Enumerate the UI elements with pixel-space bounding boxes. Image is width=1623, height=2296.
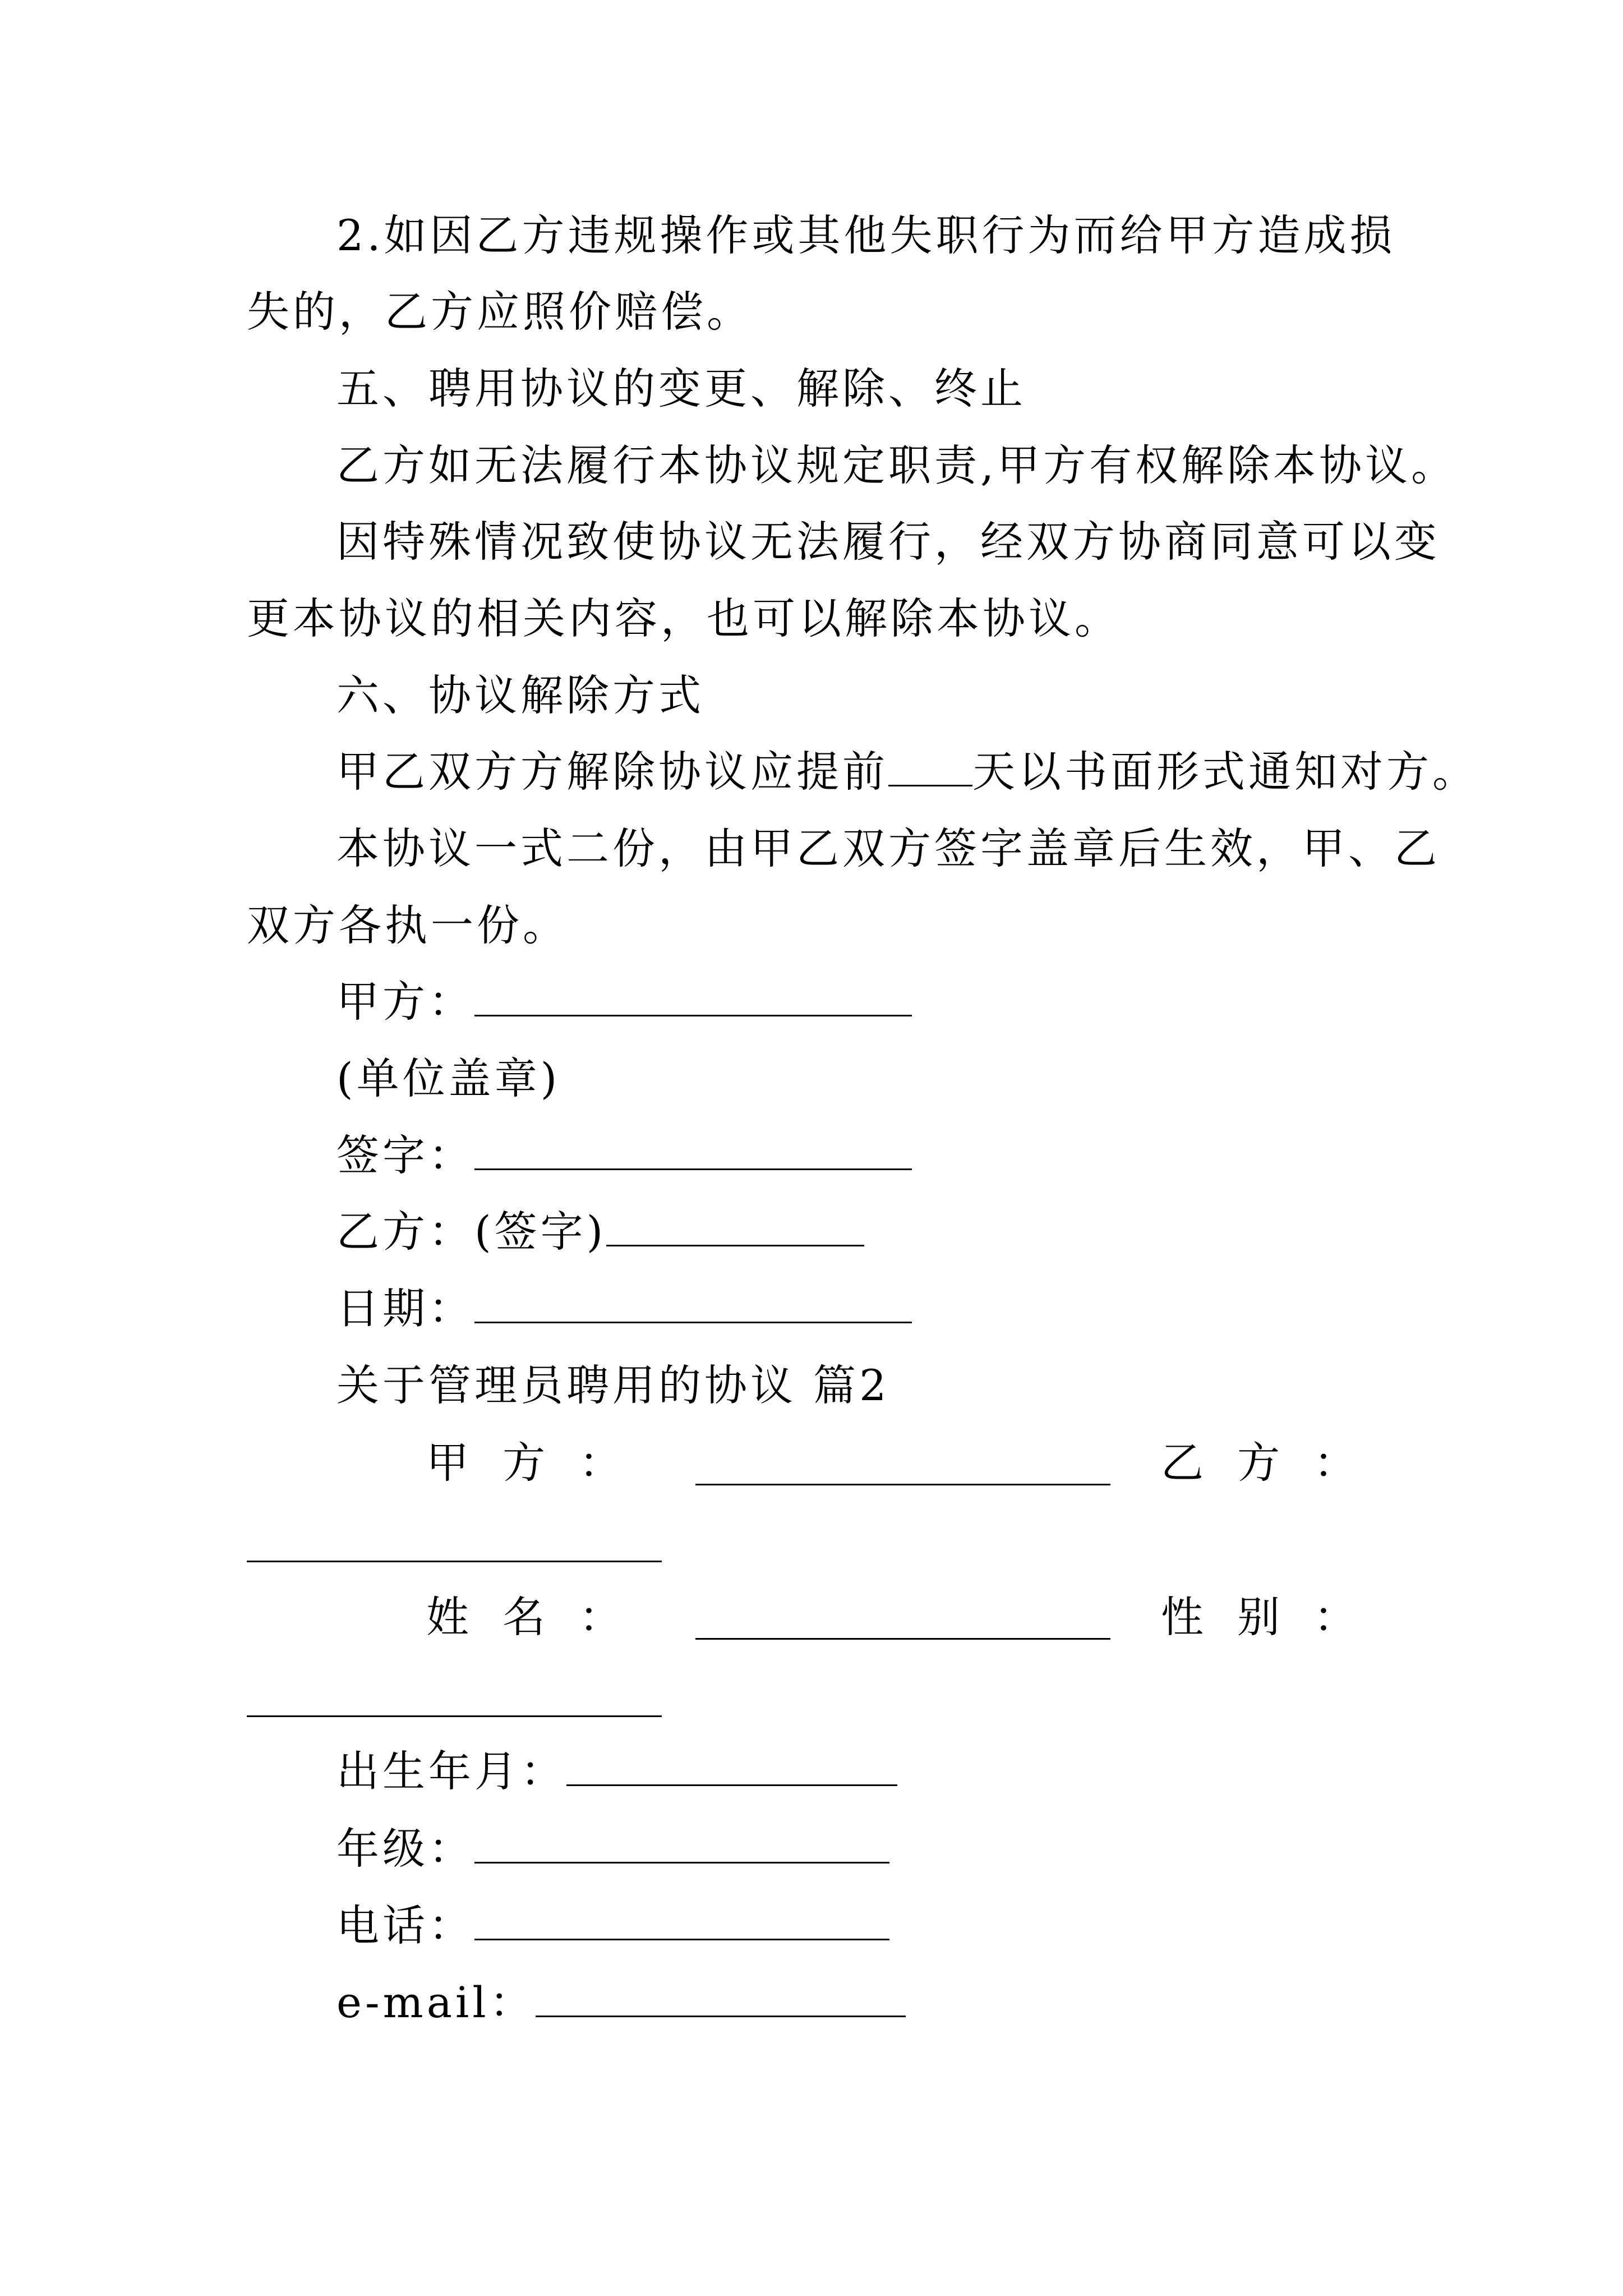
paragraph-line: 本协议一式二份，由甲乙双方签字盖章后生效，甲、乙 — [336, 823, 1440, 873]
paragraph-line: 双方各执一份。 — [247, 900, 569, 950]
article-title: 关于管理员聘用的协议 篇2 — [336, 1360, 890, 1410]
party-a-blank — [474, 1014, 912, 1016]
phone-label: 电话： — [336, 1901, 474, 1950]
signature-line — [336, 1130, 912, 1180]
party-a-blank-2 — [695, 1484, 1110, 1485]
birth-blank — [566, 1784, 897, 1786]
notice-days-blank — [888, 784, 972, 786]
date-label: 日期： — [336, 1283, 474, 1333]
email-blank — [536, 2015, 906, 2017]
date-blank — [474, 1321, 912, 1323]
birth-line — [336, 1746, 897, 1796]
clause-line: 失的，乙方应照价赔偿。 — [247, 287, 753, 337]
email-label: e-mail： — [336, 1977, 536, 2027]
signature-label: 签字： — [336, 1130, 474, 1180]
party-b-label-2: 乙 方 ： — [1161, 1438, 1367, 1488]
name-label: 姓 名 ： — [426, 1592, 632, 1642]
party-b-blank-2 — [247, 1561, 662, 1562]
section-heading: 五、聘用协议的变更、解除、终止 — [336, 364, 1026, 413]
party-a-signature-line — [336, 977, 912, 1027]
notice-text-before: 甲乙双方方解除协议应提前 — [336, 747, 888, 797]
grade-blank — [474, 1861, 889, 1864]
paragraph-line: 乙方如无法履行本协议规定职责,甲方有权解除本协议。 — [336, 440, 1458, 490]
signature-blank — [474, 1168, 912, 1170]
clause-line: 2.如因乙方违规操作或其他失职行为而给甲方造成损 — [336, 210, 1396, 260]
notice-line — [336, 747, 1478, 797]
phone-blank — [474, 1938, 889, 1940]
birth-label: 出生年月： — [336, 1746, 566, 1796]
seal-label: (单位盖章) — [336, 1053, 561, 1103]
date-line — [336, 1283, 912, 1333]
party-a-label-2: 甲 方 ： — [426, 1438, 632, 1488]
gender-label: 性 别 ： — [1161, 1592, 1367, 1642]
grade-label: 年级： — [336, 1824, 474, 1874]
phone-line — [336, 1901, 889, 1950]
party-b-label: 乙方：(签字) — [336, 1207, 607, 1257]
notice-text-after: 天以书面形式通知对方。 — [972, 747, 1478, 797]
name-blank — [695, 1638, 1110, 1640]
paragraph-line: 更本协议的相关内容，也可以解除本协议。 — [247, 593, 1121, 643]
party-b-signature-line — [336, 1207, 864, 1257]
email-line — [336, 1977, 906, 2027]
section-heading: 六、协议解除方式 — [336, 670, 704, 720]
party-b-blank — [606, 1244, 864, 1246]
paragraph-line: 因特殊情况致使协议无法履行，经双方协商同意可以变 — [336, 517, 1440, 567]
gender-blank — [247, 1715, 662, 1717]
grade-line — [336, 1824, 889, 1874]
party-a-label: 甲方： — [336, 977, 474, 1027]
